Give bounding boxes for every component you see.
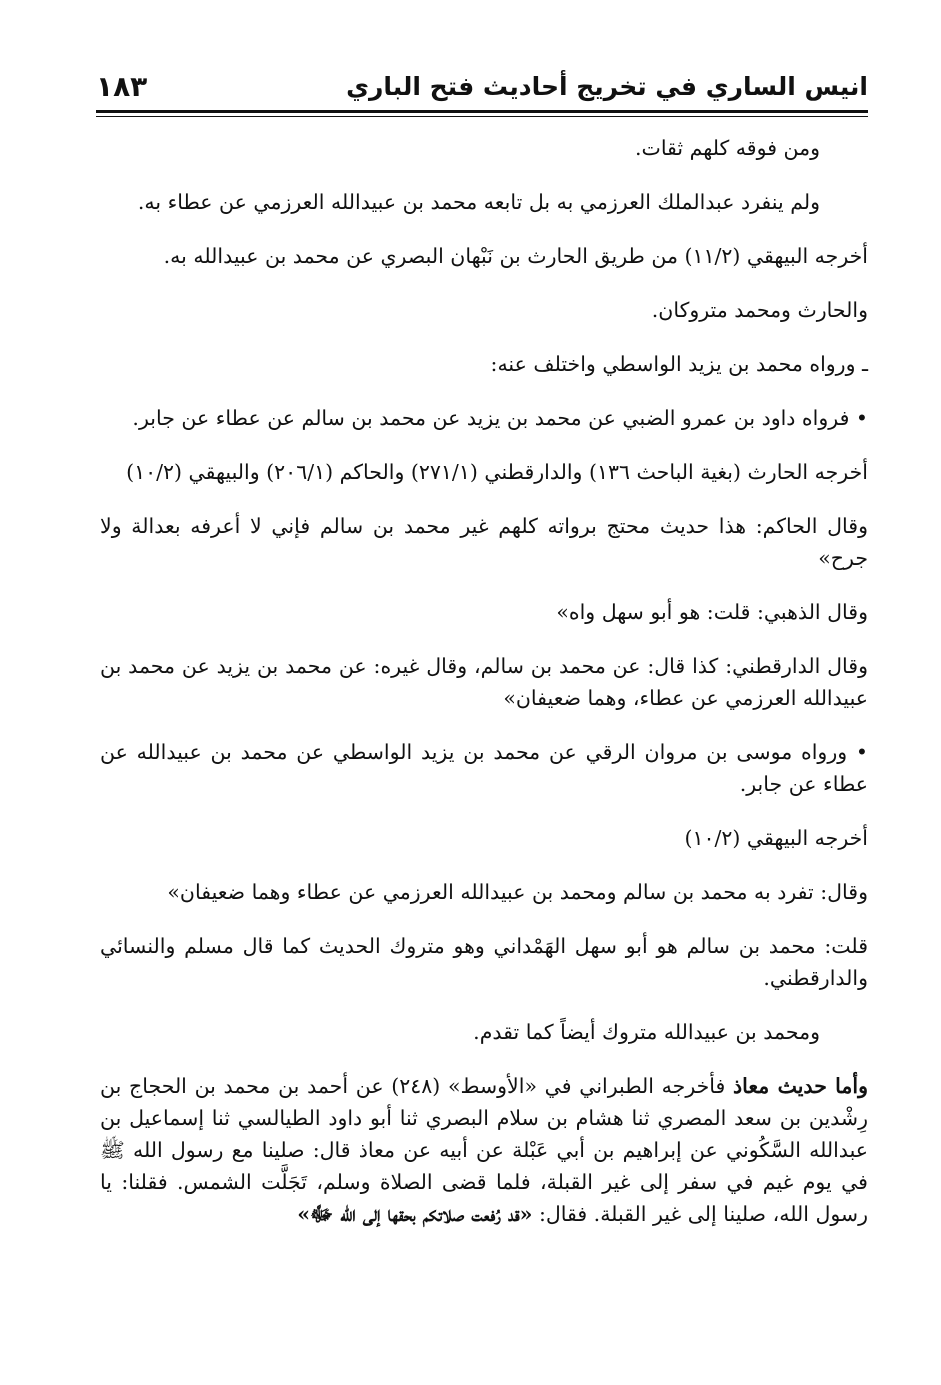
paragraph: قلت: محمد بن سالم هو أبو سهل الهَمْداني وهو متروك الحديث كما قال مسلم والنسائي والدارقطني. bbox=[100, 934, 868, 990]
paragraph: ومحمد بن عبيدالله متروك أيضاً كما تقدم. bbox=[473, 1020, 820, 1044]
paragraph: وقال الحاكم: هذا حديث محتج برواته كلهم غير محمد بن سالم فإني لا أعرفه بعدالة ولا جرح» bbox=[100, 514, 868, 570]
bullet-paragraph: • ورواه موسى بن مروان الرقي عن محمد بن يزيد الواسطي عن محمد بن عبيدالله عن عطاء عن جابر. bbox=[100, 740, 868, 796]
final-paragraph bbox=[100, 1070, 868, 1230]
quote-bold-text: «قد رُفعت صلاتكم بحقها إلى الله ﷻ» bbox=[297, 1202, 533, 1226]
paragraph: أخرجه البيهقي (١١/٢) من طريق الحارث بن نَبْهان البصري عن محمد بن عبيدالله به. bbox=[163, 244, 868, 268]
page-body bbox=[100, 132, 868, 1252]
paragraph: ولم ينفرد عبدالملك العرزمي به بل تابعه محمد بن عبيدالله العرزمي عن عطاء به. bbox=[137, 190, 820, 214]
header-rule-thin bbox=[96, 116, 868, 117]
paragraph: وقال الذهبي: قلت: هو أبو سهل واه» bbox=[556, 600, 868, 624]
paragraph: أخرجه البيهقي (١٠/٢) bbox=[684, 826, 868, 850]
paragraph: وقال: تفرد به محمد بن سالم ومحمد بن عبيدالله العرزمي عن عطاء وهما ضعيفان» bbox=[167, 880, 868, 904]
paragraph: ـ ورواه محمد بن يزيد الواسطي واختلف عنه: bbox=[490, 352, 868, 376]
paragraph: وقال الدارقطني: كذا قال: عن محمد بن سالم، وقال غيره: عن محمد بن يزيد عن محمد بن عبيدالله العرزمي عن عطاء، وهما ضعيفان» bbox=[100, 654, 868, 710]
paragraph: أخرجه الحارث (بغية الباحث ١٣٦) والدارقطني (٢٧١/١) والحاكم (٢٠٦/١) والبيهقي (١٠/٢) bbox=[126, 460, 868, 484]
header-rule-thick bbox=[96, 110, 868, 113]
paragraph: ومن فوقه كلهم ثقات. bbox=[635, 136, 820, 160]
book-title: انيس الساري في تخريج أحاديث فتح الباري bbox=[346, 72, 868, 101]
final-body-text: فأخرجه الطبراني في «الأوسط» (٢٤٨) عن أحمد بن محمد بن الحجاج بن رِشْدين بن سعد المصري ثنا هشام بن سلام البصري ثنا أبو داود الطيالسي ثنا إسماعيل بن عبدالله السَّكُوني عن إبراهيم بن أبي عَبْلة عن أبيه عن معاذ قال: صلينا مع رسول الله ﷺ في يوم غيم في سفر إلى غير القبلة، فلما قضى الصلاة وسلم، تَجَلَّت الشمس. فقلنا: يا رسول الله، صلينا إلى غير القبلة. فقال: bbox=[100, 1074, 868, 1226]
running-header bbox=[96, 64, 868, 106]
bullet-paragraph: • فرواه داود بن عمرو الضبي عن محمد بن يزيد عن محمد بن سالم عن عطاء عن جابر. bbox=[132, 406, 868, 430]
lead-bold-text: وأما حديث معاذ bbox=[733, 1074, 868, 1098]
paragraph: والحارث ومحمد متروكان. bbox=[651, 298, 868, 322]
page-number: ١٨٣ bbox=[96, 70, 148, 103]
